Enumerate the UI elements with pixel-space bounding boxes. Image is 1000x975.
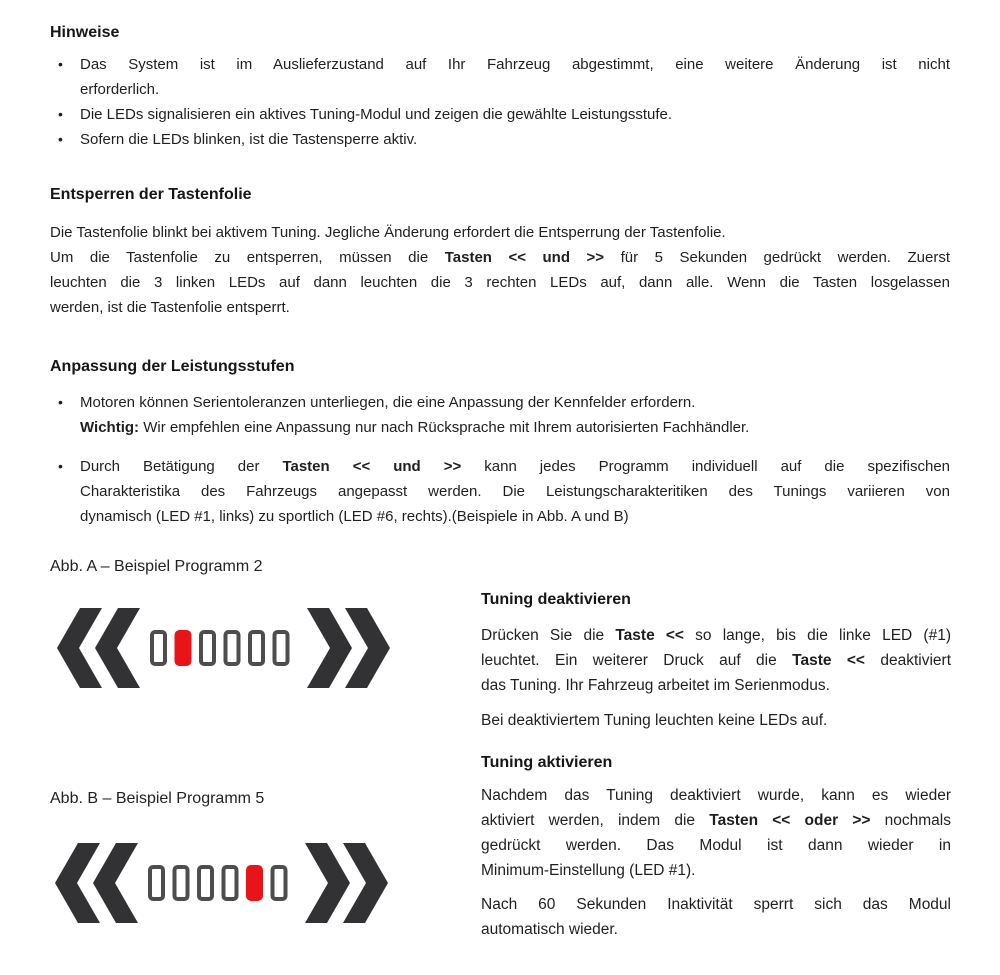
text-line: Drücken Sie die Taste << so lange, bis die linke LED (#1) (481, 627, 951, 644)
text-line: Durch Betätigung der Tasten << und >> kann jedes Programm individuell auf die spezifischen (80, 458, 951, 475)
chevron-right-icon (307, 608, 390, 688)
led-display-graphic (55, 841, 391, 925)
bullet-text (80, 390, 950, 440)
led-box (248, 867, 261, 899)
chevron-left-icon (57, 608, 140, 688)
text-line: gedrückt werden. Das Modul ist dann wieder in (481, 837, 951, 854)
tuning-on-heading: Tuning aktivieren (481, 754, 613, 771)
led-box (150, 867, 163, 899)
led-box (152, 632, 165, 664)
led-display-graphic (57, 606, 393, 690)
section-entsperren (50, 184, 950, 320)
section-hinweise (50, 22, 950, 152)
text-line: leuchten die 3 linken LEDs auf dann leuchten die 3 rechten LEDs auf, dann alle. Wenn die Tasten losgelassen (50, 274, 950, 291)
led-box (273, 867, 286, 899)
text-line: Motoren können Serientoleranzen unterliegen, die eine Anpassung der Kennfelder erfordern. (80, 394, 696, 411)
tuning-on-paragraph (481, 783, 951, 883)
text-line: Die Tastenfolie blinkt bei aktivem Tuning. Jegliche Änderung erfordert die Entsperrung der Tastenfolie. (50, 224, 726, 241)
text-line: werden, ist die Tastenfolie entsperrt. (50, 299, 290, 316)
section-anpassung (50, 356, 950, 529)
text-line: automatisch wieder. (481, 921, 618, 938)
bullet-icon: • (58, 131, 63, 147)
led-row (150, 867, 286, 899)
anpassung-heading: Anpassung der Leistungsstufen (50, 358, 295, 375)
list-item (50, 102, 950, 127)
led-box (275, 632, 288, 664)
bullet-icon: • (58, 394, 63, 410)
text-line: Wichtig: Wir empfehlen eine Anpassung nur nach Rücksprache mit Ihrem autorisierten Fachhändler. (80, 419, 750, 436)
text-line: Bei deaktiviertem Tuning leuchten keine LEDs auf. (481, 712, 828, 729)
figure-b-led-display (55, 841, 391, 929)
list-item (50, 52, 950, 102)
chevron-left-icon (55, 843, 138, 923)
led-box (224, 867, 237, 899)
tuning-on-paragraph (481, 892, 951, 942)
list-item (50, 454, 950, 529)
text-line: Sofern die LEDs blinken, ist die Tastensperre aktiv. (80, 131, 418, 148)
figure-b-caption: Abb. B – Beispiel Programm 5 (50, 790, 265, 807)
section-tuning-aktivieren (481, 752, 951, 942)
text-line: Minimum-Einstellung (LED #1). (481, 862, 696, 879)
led-box (226, 632, 239, 664)
right-text-column (481, 589, 951, 942)
tuning-off-heading: Tuning deaktivieren (481, 591, 631, 608)
hinweise-heading: Hinweise (50, 24, 120, 41)
text-line: Nachdem das Tuning deaktiviert wurde, kann es wieder (481, 787, 951, 804)
text-line: Um die Tastenfolie zu entsperren, müssen die Tasten << und >> für 5 Sekunden gedrückt werden. Zuerst (50, 249, 951, 266)
led-row (152, 632, 288, 664)
text-line: Nach 60 Sekunden Inaktivität sperrt sich das Modul (481, 896, 951, 913)
tuning-off-paragraph (481, 708, 951, 733)
entsperren-paragraph (50, 220, 950, 320)
text-line: Charakteristika des Fahrzeugs angepasst werden. Die Leistungscharakteritiken des Tunings variieren von (80, 483, 950, 500)
list-item (50, 127, 950, 152)
led-box (175, 867, 188, 899)
bullet-text (80, 52, 950, 102)
chevron-right-icon (305, 843, 388, 923)
bullet-icon: • (58, 56, 63, 72)
entsperren-heading: Entsperren der Tastenfolie (50, 186, 252, 203)
led-box (199, 867, 212, 899)
section-tuning-deaktivieren (481, 589, 951, 733)
text-line: leuchtet. Ein weiterer Druck auf die Taste << deaktiviert (481, 652, 951, 669)
text-line: erforderlich. (80, 81, 160, 98)
bullet-icon: • (58, 106, 63, 122)
text-line: Das System ist im Auslieferzustand auf Ihr Fahrzeug abgestimmt, eine weitere Änderung ist nicht (80, 56, 950, 73)
bullet-icon: • (58, 458, 63, 474)
bullet-text (80, 127, 950, 152)
text-line: dynamisch (LED #1, links) zu sportlich (LED #6, rechts).(Beispiele in Abb. A und B) (80, 508, 629, 525)
text-line: das Tuning. Ihr Fahrzeug arbeitet im Serienmodus. (481, 677, 830, 694)
led-box (177, 632, 190, 664)
list-item (50, 390, 950, 440)
tuning-off-paragraph (481, 623, 951, 698)
figure-a-led-display (57, 606, 393, 694)
text-line: Die LEDs signalisieren ein aktives Tuning-Modul und zeigen die gewählte Leistungsstufe. (80, 106, 673, 123)
figure-a-caption: Abb. A – Beispiel Programm 2 (50, 558, 263, 575)
led-box (201, 632, 214, 664)
bullet-text (80, 454, 950, 529)
text-line: aktiviert werden, indem die Tasten << oder >> nochmals (481, 812, 951, 829)
bullet-text (80, 102, 950, 127)
led-box (250, 632, 263, 664)
